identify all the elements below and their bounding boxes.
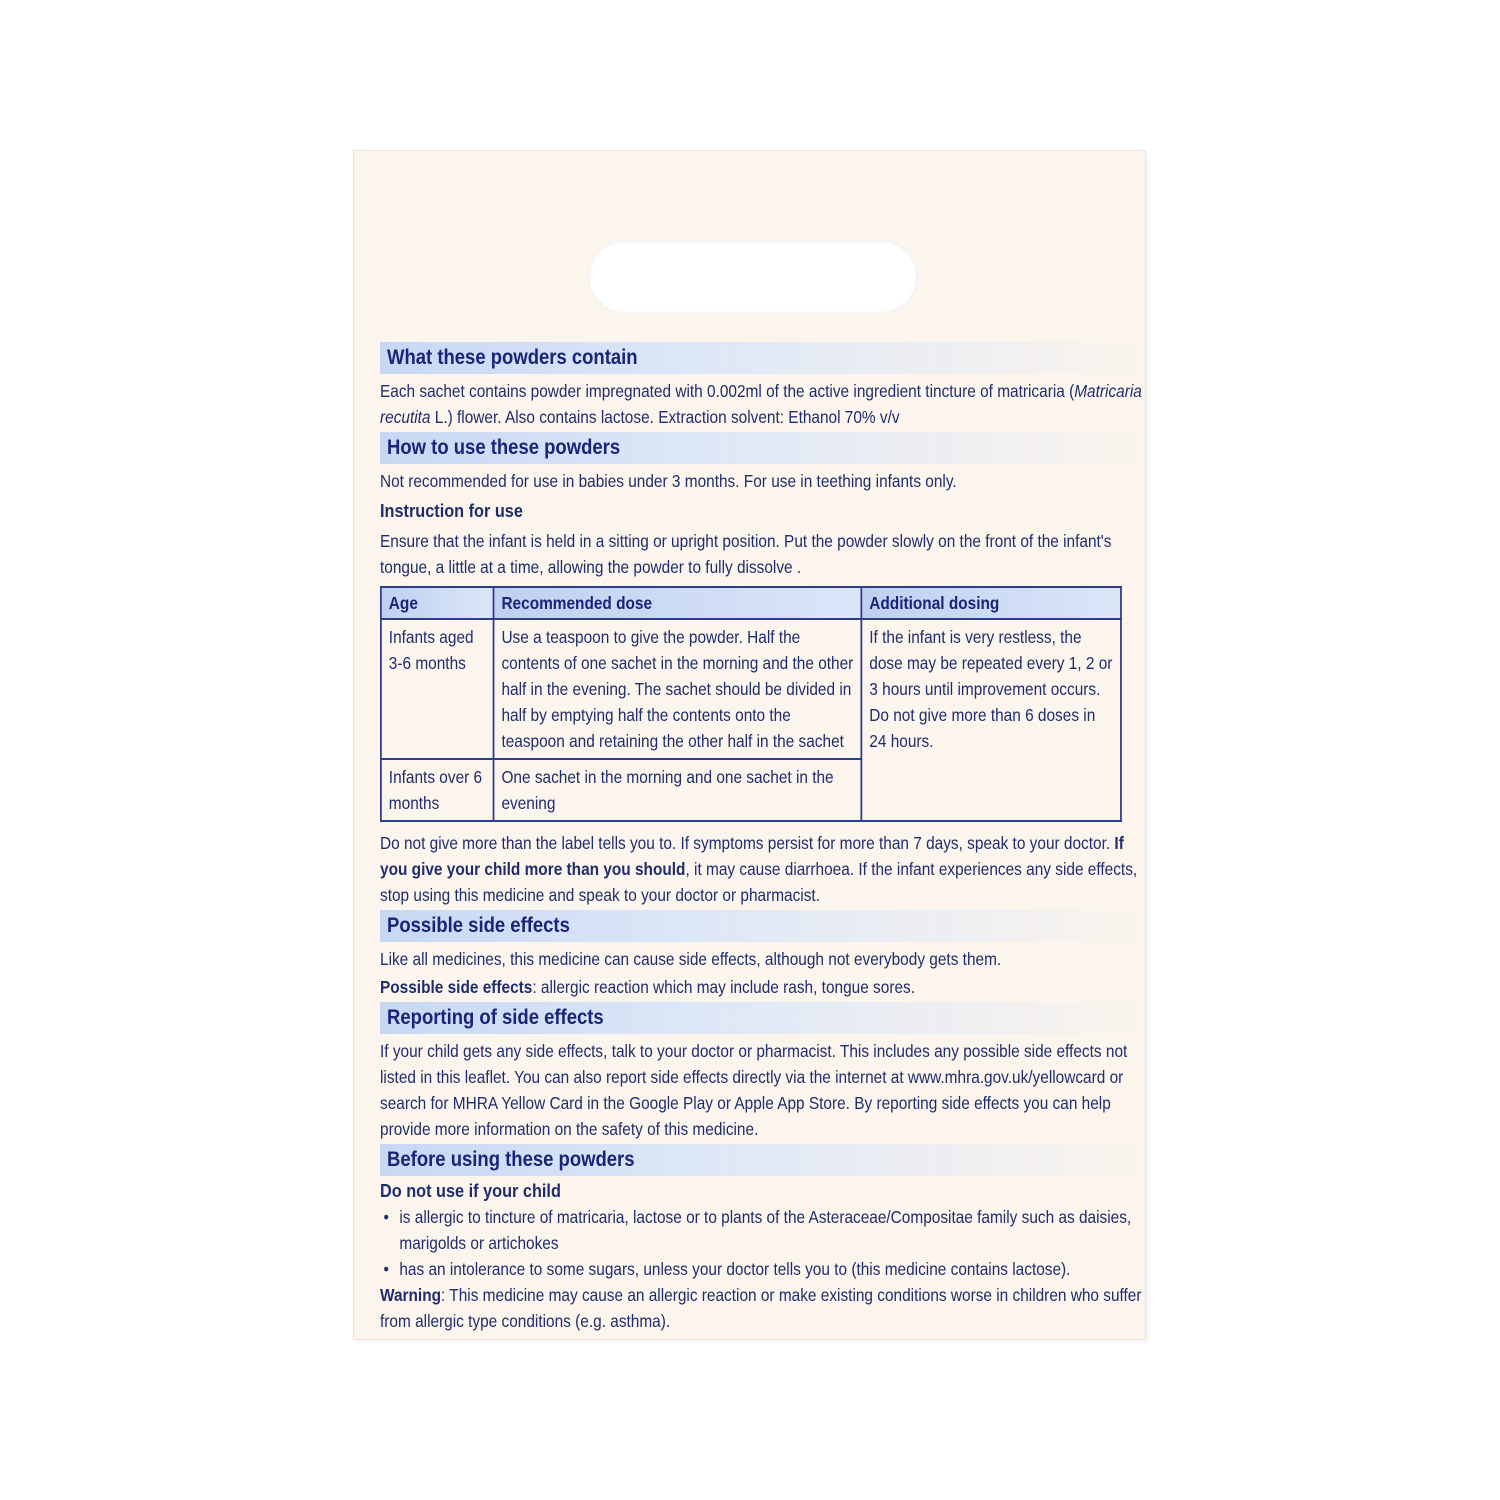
heading-reporting: Reporting of side effects xyxy=(380,1002,1148,1034)
heading-how-to-use: How to use these powders xyxy=(380,432,1148,464)
dose-cell: Use a teaspoon to give the powder. Half the contents of one sachet in the morning and the other half in the evening. The sachet should be divided in half by emptying half the contents onto the teaspoon and retaining the other half in the sachet xyxy=(494,619,862,759)
age-cell: Infants aged 3-6 months xyxy=(381,619,494,759)
warning-text: Warning: This medicine may cause an allergic reaction or make existing conditions worse in children who suffer from allergic type conditions (e.g. asthma). xyxy=(380,1285,1142,1331)
contain-text: Each sachet contains powder impregnated with 0.002ml of the active ingredient tincture of matricaria (Matricaria recutita L.) flower. Also contains lactose. Extraction solvent: Ethanol 70% v/v xyxy=(380,381,1142,427)
overdose-text: Do not give more than the label tells you to. If symptoms persist for more than 7 days, speak to your doctor. If you give your child more than you should, it may cause diarrhoea. If the infant experiences any side effects, stop using this medicine and speak to your doctor or pharmacist. xyxy=(380,833,1138,905)
hang-hole xyxy=(588,240,918,314)
list-item: • is allergic to tincture of matricaria, lactose or to plants of the Asteraceae/Compositae family such as daisies, marigolds or artichokes xyxy=(380,1204,1148,1256)
header-age: Age xyxy=(381,587,494,619)
leaflet-content xyxy=(380,342,1148,1336)
heading-before-using: Before using these powders xyxy=(380,1144,1148,1176)
do-not-use-heading: Do not use if your child xyxy=(380,1180,561,1201)
header-additional-dosing: Additional dosing xyxy=(861,587,1121,619)
age-cell: Infants over 6 months xyxy=(381,759,494,821)
contraindications-list xyxy=(380,1204,1148,1282)
dose-cell: One sachet in the morning and one sachet in the evening xyxy=(494,759,862,821)
table-row xyxy=(381,619,1121,759)
dosing-table-header xyxy=(381,587,1121,619)
instruction-heading: Instruction for use xyxy=(380,500,523,521)
how-to-use-intro: Not recommended for use in babies under 3 months. For use in teething infants only. xyxy=(380,471,957,491)
reporting-text: If your child gets any side effects, talk to your doctor or pharmacist. This includes any possible side effects not listed in this leaflet. You can also report side effects directly via the internet at www.mhra.gov.uk/yellowcard or search for MHRA Yellow Card in the Google Play or Apple App Store. By reporting side effects you can help provide more information on the safety of this medicine. xyxy=(380,1041,1128,1139)
heading-side-effects: Possible side effects xyxy=(380,910,1148,942)
header-recommended-dose: Recommended dose xyxy=(494,587,862,619)
instruction-text: Ensure that the infant is held in a sitting or upright position. Put the powder slowly on the front of the infant's tongue, a little at a time, allowing the powder to fully dissolve . xyxy=(380,531,1112,577)
dosing-table xyxy=(380,586,1122,822)
additional-dosing-cell: If the infant is very restless, the dose may be repeated every 1, 2 or 3 hours until improvement occurs. Do not give more than 6 doses in 24 hours. xyxy=(861,619,1121,821)
side-effects-text: Like all medicines, this medicine can cause side effects, although not everybody gets them. xyxy=(380,949,1002,969)
side-effects-detail: Possible side effects: allergic reaction which may include rash, tongue sores. xyxy=(380,977,915,997)
list-item: • has an intolerance to some sugars, unless your doctor tells you to (this medicine contains lactose). xyxy=(380,1256,1148,1282)
heading-contain: What these powders contain xyxy=(380,342,1148,374)
